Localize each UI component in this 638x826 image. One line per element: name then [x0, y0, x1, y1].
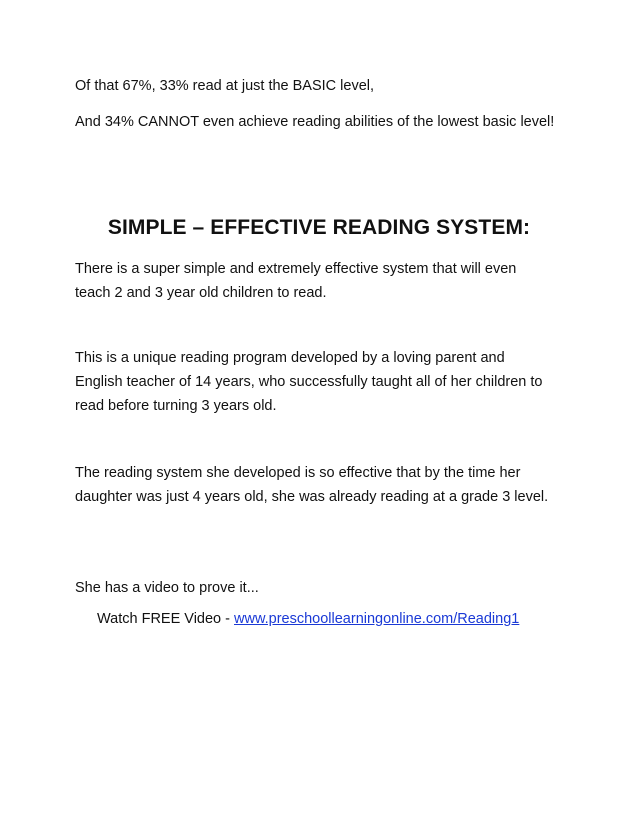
paragraph-statistic-basic: Of that 67%, 33% read at just the BASIC level, — [75, 78, 375, 94]
video-label: Watch FREE Video - — [97, 611, 234, 627]
paragraph-system-intro: There is a super simple and extremely effective system that will even teach 2 and 3 year old children to read. — [75, 261, 517, 301]
section-heading: SIMPLE – EFFECTIVE READING SYSTEM: — [107, 216, 531, 239]
paragraph-video-proof: She has a video to prove it... — [75, 580, 259, 596]
paragraph-effectiveness: The reading system she developed is so effective that by the time her daughter was just 4 years old, she was already reading at a grade 3 level. — [75, 465, 549, 505]
video-line — [97, 607, 519, 631]
paragraph-statistic-cannot: And 34% CANNOT even achieve reading abilities of the lowest basic level! — [75, 114, 555, 130]
video-link[interactable]: www.preschoollearningonline.com/Reading1 — [234, 611, 520, 627]
paragraph-program-description: This is a unique reading program developed by a loving parent and English teacher of 14 years, who successfully taught all of her children to read before turning 3 years old. — [75, 350, 543, 414]
